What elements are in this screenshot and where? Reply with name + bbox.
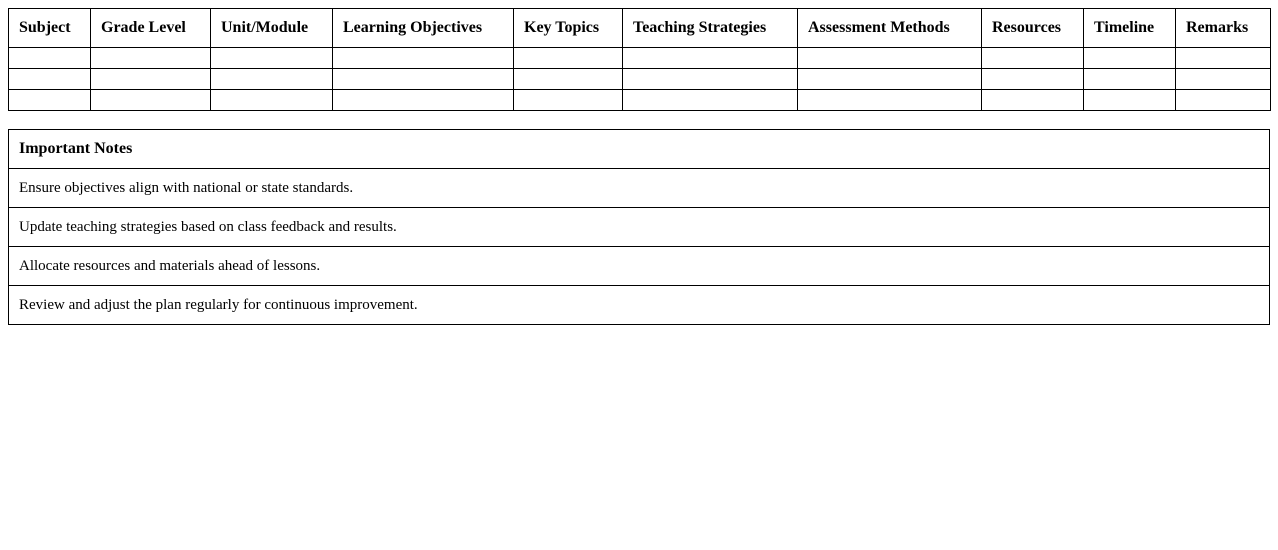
table-cell (982, 90, 1084, 111)
table-cell (982, 69, 1084, 90)
note-item: Ensure objectives align with national or state standards. (9, 169, 1270, 208)
header-timeline: Timeline (1084, 9, 1176, 48)
table-cell (91, 48, 211, 69)
header-remarks: Remarks (1176, 9, 1271, 48)
notes-header-row (9, 130, 1270, 169)
note-item: Update teaching strategies based on class feedback and results. (9, 208, 1270, 247)
table-row (9, 69, 1271, 90)
table-cell (333, 48, 514, 69)
table-cell (211, 48, 333, 69)
table-row (9, 48, 1271, 69)
header-key-topics: Key Topics (514, 9, 623, 48)
table-cell (1176, 48, 1271, 69)
table-cell (9, 48, 91, 69)
table-row (9, 90, 1271, 111)
important-notes-table (8, 129, 1270, 325)
table-cell (333, 69, 514, 90)
table-cell (91, 90, 211, 111)
table-cell (211, 69, 333, 90)
table-cell (623, 48, 798, 69)
table-cell (514, 90, 623, 111)
table-cell (1084, 90, 1176, 111)
header-teaching-strategies: Teaching Strategies (623, 9, 798, 48)
table-cell (1176, 69, 1271, 90)
header-unit-module: Unit/Module (211, 9, 333, 48)
header-assessment-methods: Assessment Methods (798, 9, 982, 48)
note-row (9, 169, 1270, 208)
note-item: Review and adjust the plan regularly for continuous improvement. (9, 286, 1270, 325)
table-cell (211, 90, 333, 111)
table-cell (982, 48, 1084, 69)
header-subject: Subject (9, 9, 91, 48)
note-row (9, 247, 1270, 286)
table-cell (1176, 90, 1271, 111)
table-cell (798, 90, 982, 111)
table-cell (1084, 69, 1176, 90)
table-cell (514, 48, 623, 69)
table-cell (9, 90, 91, 111)
table-cell (1084, 48, 1176, 69)
table-cell (623, 69, 798, 90)
header-resources: Resources (982, 9, 1084, 48)
header-learning-objectives: Learning Objectives (333, 9, 514, 48)
curriculum-plan-table (8, 8, 1271, 111)
table-cell (333, 90, 514, 111)
header-grade-level: Grade Level (91, 9, 211, 48)
note-row (9, 286, 1270, 325)
table-header-row (9, 9, 1271, 48)
table-cell (798, 69, 982, 90)
table-cell (623, 90, 798, 111)
note-row (9, 208, 1270, 247)
table-cell (514, 69, 623, 90)
table-cell (91, 69, 211, 90)
note-item: Allocate resources and materials ahead of lessons. (9, 247, 1270, 286)
table-cell (9, 69, 91, 90)
table-cell (798, 48, 982, 69)
notes-title: Important Notes (9, 130, 1270, 169)
